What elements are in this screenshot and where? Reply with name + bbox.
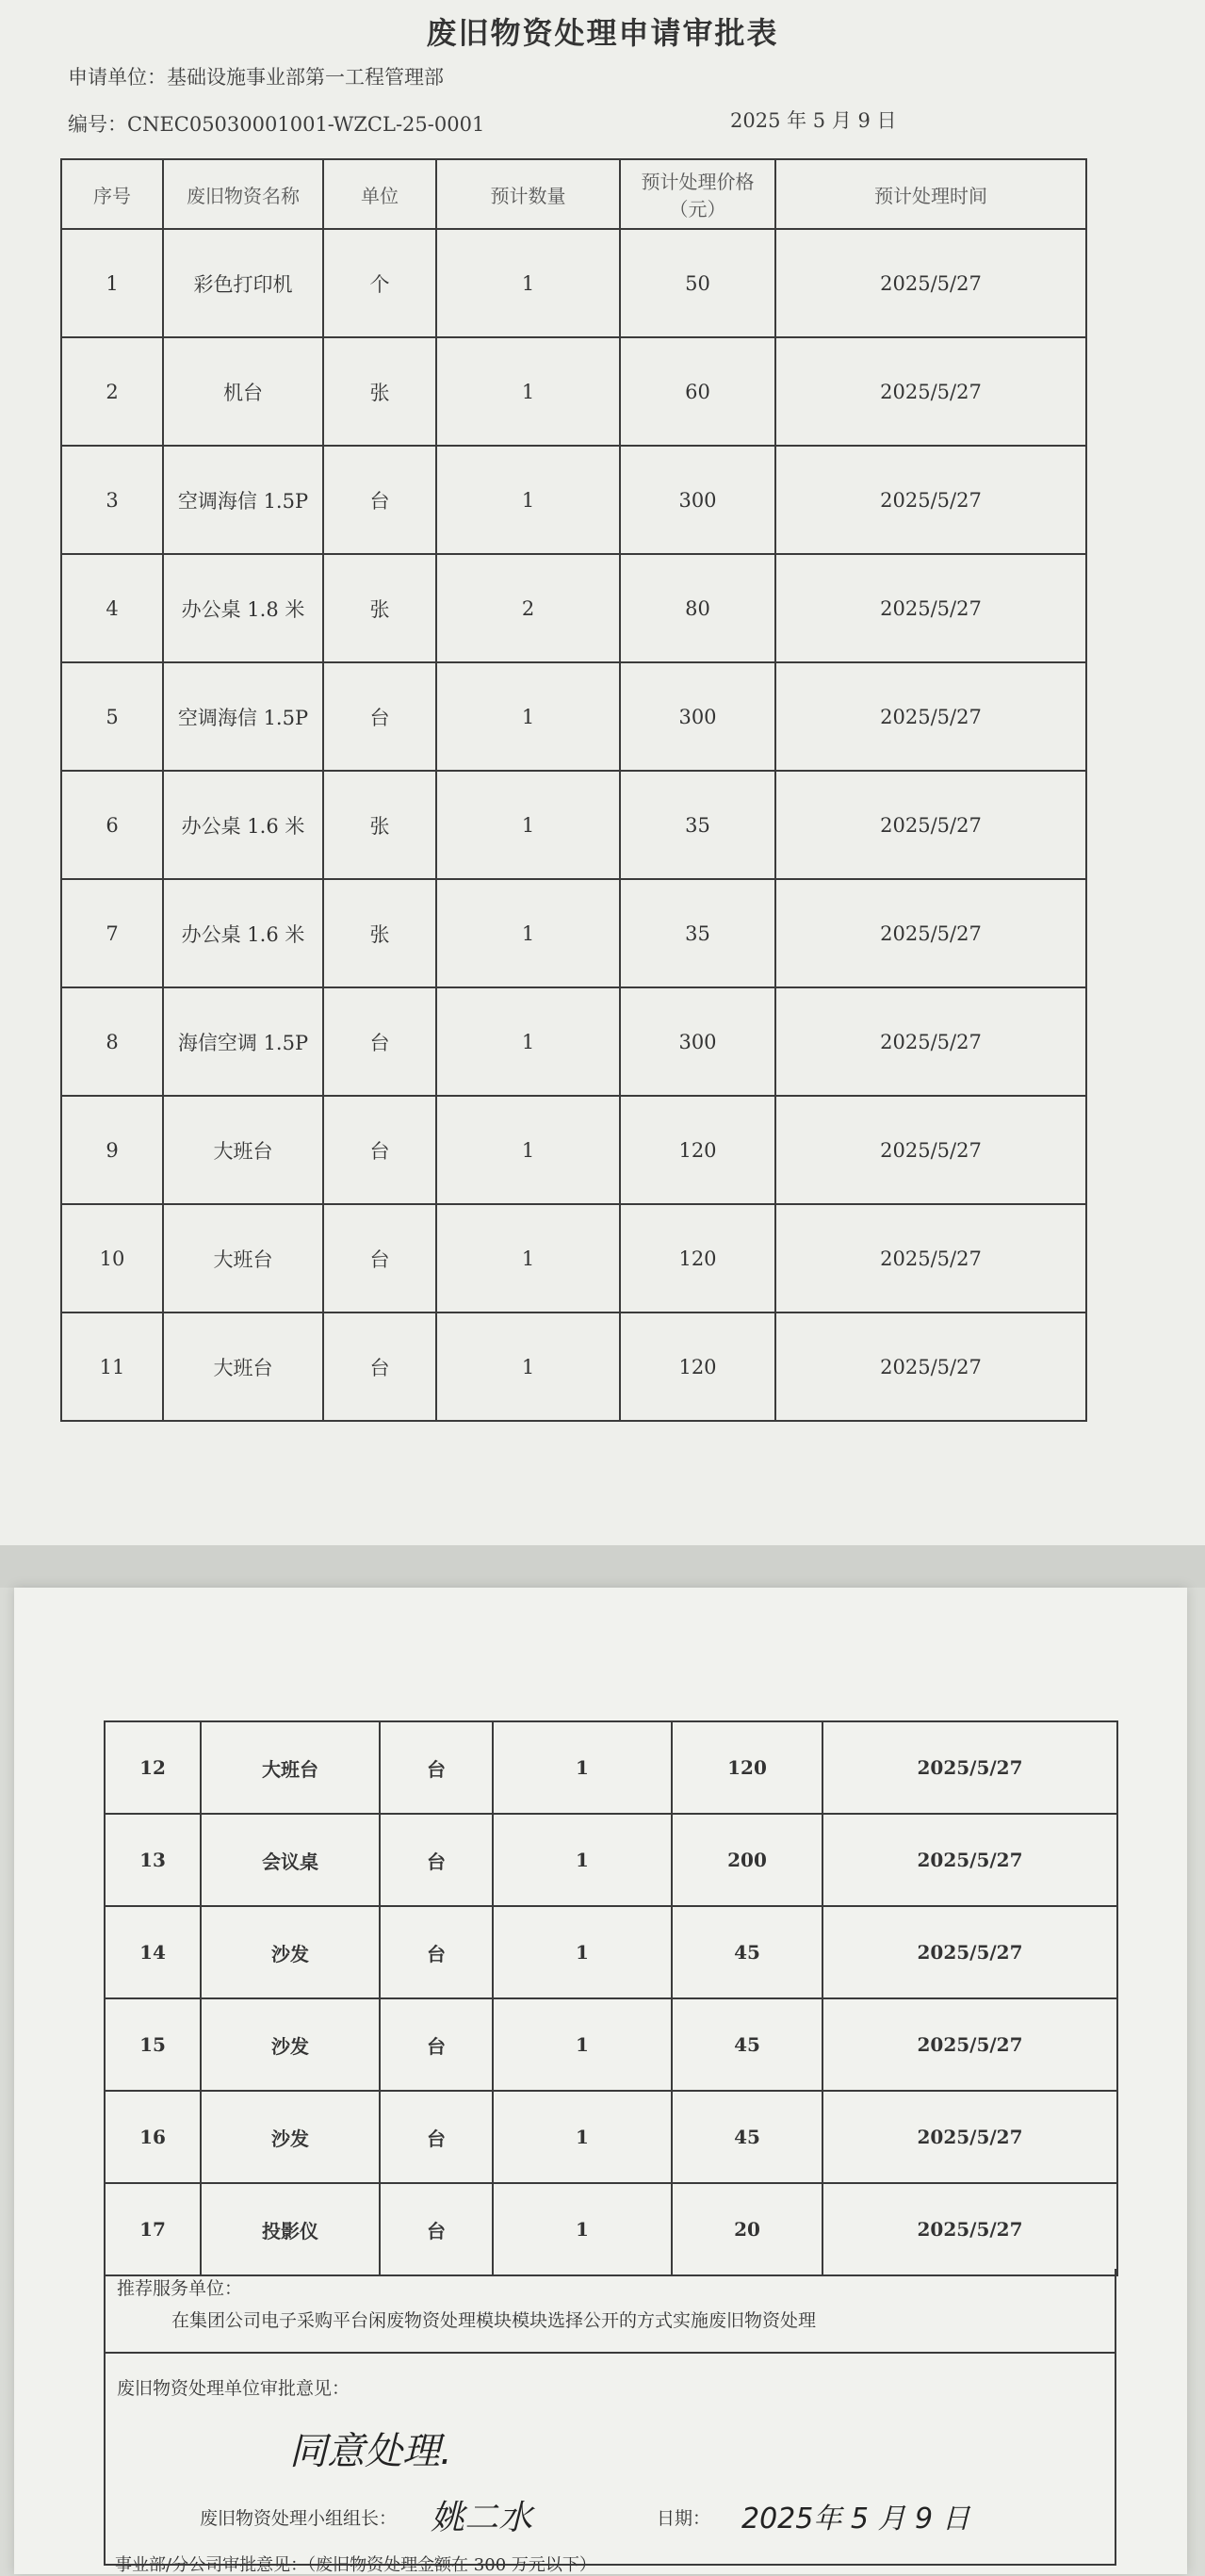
row-serial-no: 10	[61, 1204, 163, 1312]
row-unit: 台	[380, 2183, 493, 2275]
row-unit: 张	[323, 879, 436, 987]
table-row	[61, 662, 1086, 771]
document-title: 废旧物资处理申请审批表	[426, 15, 779, 51]
header-quantity: 预计数量	[436, 159, 620, 229]
row-price: 20	[672, 2183, 822, 2275]
row-quantity: 1	[436, 446, 620, 554]
leader-signature: 姚二水	[431, 2499, 533, 2537]
row-item-name: 会议桌	[201, 1814, 380, 1906]
row-item-name: 机台	[163, 337, 323, 446]
row-unit: 台	[323, 987, 436, 1096]
row-price: 300	[620, 446, 775, 554]
table-row	[61, 446, 1086, 554]
row-time: 2025/5/27	[822, 1906, 1117, 1998]
row-price: 120	[620, 1204, 775, 1312]
row-quantity: 1	[436, 771, 620, 879]
row-quantity: 1	[436, 229, 620, 337]
row-quantity: 1	[436, 879, 620, 987]
row-item-name: 大班台	[163, 1096, 323, 1204]
row-item-name: 投影仪	[201, 2183, 380, 2275]
row-serial-no: 3	[61, 446, 163, 554]
row-item-name: 沙发	[201, 1906, 380, 1998]
row-price: 200	[672, 1814, 822, 1906]
row-serial-no: 4	[61, 554, 163, 662]
approval-opinion-section	[104, 2354, 1116, 2566]
row-unit: 个	[323, 229, 436, 337]
row-item-name: 大班台	[163, 1204, 323, 1312]
row-unit: 台	[380, 1906, 493, 1998]
row-unit: 张	[323, 337, 436, 446]
row-serial-no: 17	[105, 2183, 201, 2275]
table-row	[61, 1312, 1086, 1421]
table-row	[61, 1204, 1086, 1312]
row-item-name: 大班台	[163, 1312, 323, 1421]
row-time: 2025/5/27	[822, 1814, 1117, 1906]
row-item-name: 沙发	[201, 1998, 380, 2091]
row-serial-no: 7	[61, 879, 163, 987]
row-price: 120	[672, 1721, 822, 1814]
date-label: 日期：	[657, 2508, 711, 2529]
row-unit: 张	[323, 554, 436, 662]
row-quantity: 1	[493, 1814, 672, 1906]
department-opinion-label: 事业部/分公司审批意见：（废旧物资处理金额在 300 万元以下）	[115, 2555, 596, 2575]
document-date: 2025 年 5 月 9 日	[730, 109, 897, 132]
row-quantity: 1	[436, 987, 620, 1096]
row-quantity: 1	[493, 1998, 672, 2091]
header-item-name: 废旧物资名称	[163, 159, 323, 229]
row-price: 300	[620, 987, 775, 1096]
row-quantity: 1	[493, 2091, 672, 2183]
row-price: 300	[620, 662, 775, 771]
document-serial-number: 编号：CNEC05030001001-WZCL-25-0001	[68, 113, 485, 136]
table-row	[105, 1814, 1117, 1906]
row-price: 80	[620, 554, 775, 662]
row-quantity: 1	[436, 1096, 620, 1204]
row-price: 35	[620, 771, 775, 879]
row-serial-no: 13	[105, 1814, 201, 1906]
row-item-name: 办公桌 1.8 米	[163, 554, 323, 662]
row-time: 2025/5/27	[775, 662, 1086, 771]
row-unit: 台	[323, 1096, 436, 1204]
row-quantity: 1	[493, 1721, 672, 1814]
row-unit: 张	[323, 771, 436, 879]
recommended-service-unit-section	[104, 2269, 1116, 2354]
row-item-name: 彩色打印机	[163, 229, 323, 337]
group-leader-label: 废旧物资处理小组组长：	[200, 2508, 398, 2529]
row-time: 2025/5/27	[775, 987, 1086, 1096]
table-row	[61, 771, 1086, 879]
row-item-name: 空调海信 1.5P	[163, 446, 323, 554]
row-unit: 台	[380, 1721, 493, 1814]
row-unit: 台	[323, 1312, 436, 1421]
row-price: 45	[672, 2091, 822, 2183]
applicant-unit: 申请单位：基础设施事业部第一工程管理部	[68, 66, 444, 89]
row-price: 50	[620, 229, 775, 337]
header-time: 预计处理时间	[775, 159, 1086, 229]
recommendation-text: 在集团公司电子采购平台闲废物资处理模块模块选择公开的方式实施废旧物资处理	[171, 2310, 817, 2331]
row-serial-no: 9	[61, 1096, 163, 1204]
row-serial-no: 1	[61, 229, 163, 337]
row-quantity: 1	[436, 1204, 620, 1312]
row-serial-no: 16	[105, 2091, 201, 2183]
row-serial-no: 6	[61, 771, 163, 879]
row-time: 2025/5/27	[822, 2091, 1117, 2183]
row-unit: 台	[323, 1204, 436, 1312]
row-price: 45	[672, 1998, 822, 2091]
row-unit: 台	[380, 1998, 493, 2091]
table-row	[61, 554, 1086, 662]
header-unit: 单位	[323, 159, 436, 229]
row-time: 2025/5/27	[775, 1204, 1086, 1312]
row-time: 2025/5/27	[775, 554, 1086, 662]
row-item-name: 大班台	[201, 1721, 380, 1814]
row-serial-no: 2	[61, 337, 163, 446]
table-header-row	[61, 159, 1086, 229]
recommendation-label: 推荐服务单位：	[117, 2278, 243, 2299]
table-row	[61, 1096, 1086, 1204]
table-row	[105, 2183, 1117, 2275]
header-price: 预计处理价格（元）	[620, 159, 775, 229]
table-row	[105, 1906, 1117, 1998]
row-quantity: 2	[436, 554, 620, 662]
row-quantity: 1	[436, 1312, 620, 1421]
row-unit: 台	[380, 2091, 493, 2183]
disposal-items-table	[60, 158, 1087, 1422]
row-time: 2025/5/27	[775, 771, 1086, 879]
row-price: 120	[620, 1312, 775, 1421]
row-quantity: 1	[436, 662, 620, 771]
row-time: 2025/5/27	[775, 229, 1086, 337]
header-serial-no: 序号	[61, 159, 163, 229]
row-item-name: 海信空调 1.5P	[163, 987, 323, 1096]
row-time: 2025/5/27	[822, 2183, 1117, 2275]
row-time: 2025/5/27	[775, 879, 1086, 987]
row-item-name: 空调海信 1.5P	[163, 662, 323, 771]
table-row	[61, 879, 1086, 987]
table-row	[61, 229, 1086, 337]
row-item-name: 沙发	[201, 2091, 380, 2183]
row-price: 35	[620, 879, 775, 987]
row-serial-no: 8	[61, 987, 163, 1096]
handwritten-opinion: 同意处理.	[289, 2430, 452, 2473]
row-serial-no: 15	[105, 1998, 201, 2091]
row-serial-no: 5	[61, 662, 163, 771]
row-time: 2025/5/27	[775, 446, 1086, 554]
page-gap	[0, 1545, 1205, 1588]
row-serial-no: 11	[61, 1312, 163, 1421]
row-time: 2025/5/27	[822, 1998, 1117, 2091]
row-unit: 台	[323, 446, 436, 554]
table-row	[61, 337, 1086, 446]
row-serial-no: 12	[105, 1721, 201, 1814]
row-price: 45	[672, 1906, 822, 1998]
row-quantity: 1	[493, 2183, 672, 2275]
row-unit: 台	[380, 1814, 493, 1906]
table-row	[105, 1721, 1117, 1814]
row-price: 60	[620, 337, 775, 446]
row-quantity: 1	[436, 337, 620, 446]
disposal-items-table-continued	[104, 1720, 1118, 2276]
row-time: 2025/5/27	[775, 1312, 1086, 1421]
table-row	[105, 1998, 1117, 2091]
row-time: 2025/5/27	[775, 1096, 1086, 1204]
handwritten-date: 2025年 5 月 9 日	[741, 2503, 970, 2535]
row-unit: 台	[323, 662, 436, 771]
row-item-name: 办公桌 1.6 米	[163, 771, 323, 879]
row-serial-no: 14	[105, 1906, 201, 1998]
row-time: 2025/5/27	[775, 337, 1086, 446]
row-quantity: 1	[493, 1906, 672, 1998]
row-item-name: 办公桌 1.6 米	[163, 879, 323, 987]
row-time: 2025/5/27	[822, 1721, 1117, 1814]
unit-opinion-label: 废旧物资处理单位审批意见：	[117, 2378, 350, 2399]
row-price: 120	[620, 1096, 775, 1204]
table-row	[105, 2091, 1117, 2183]
table-row	[61, 987, 1086, 1096]
